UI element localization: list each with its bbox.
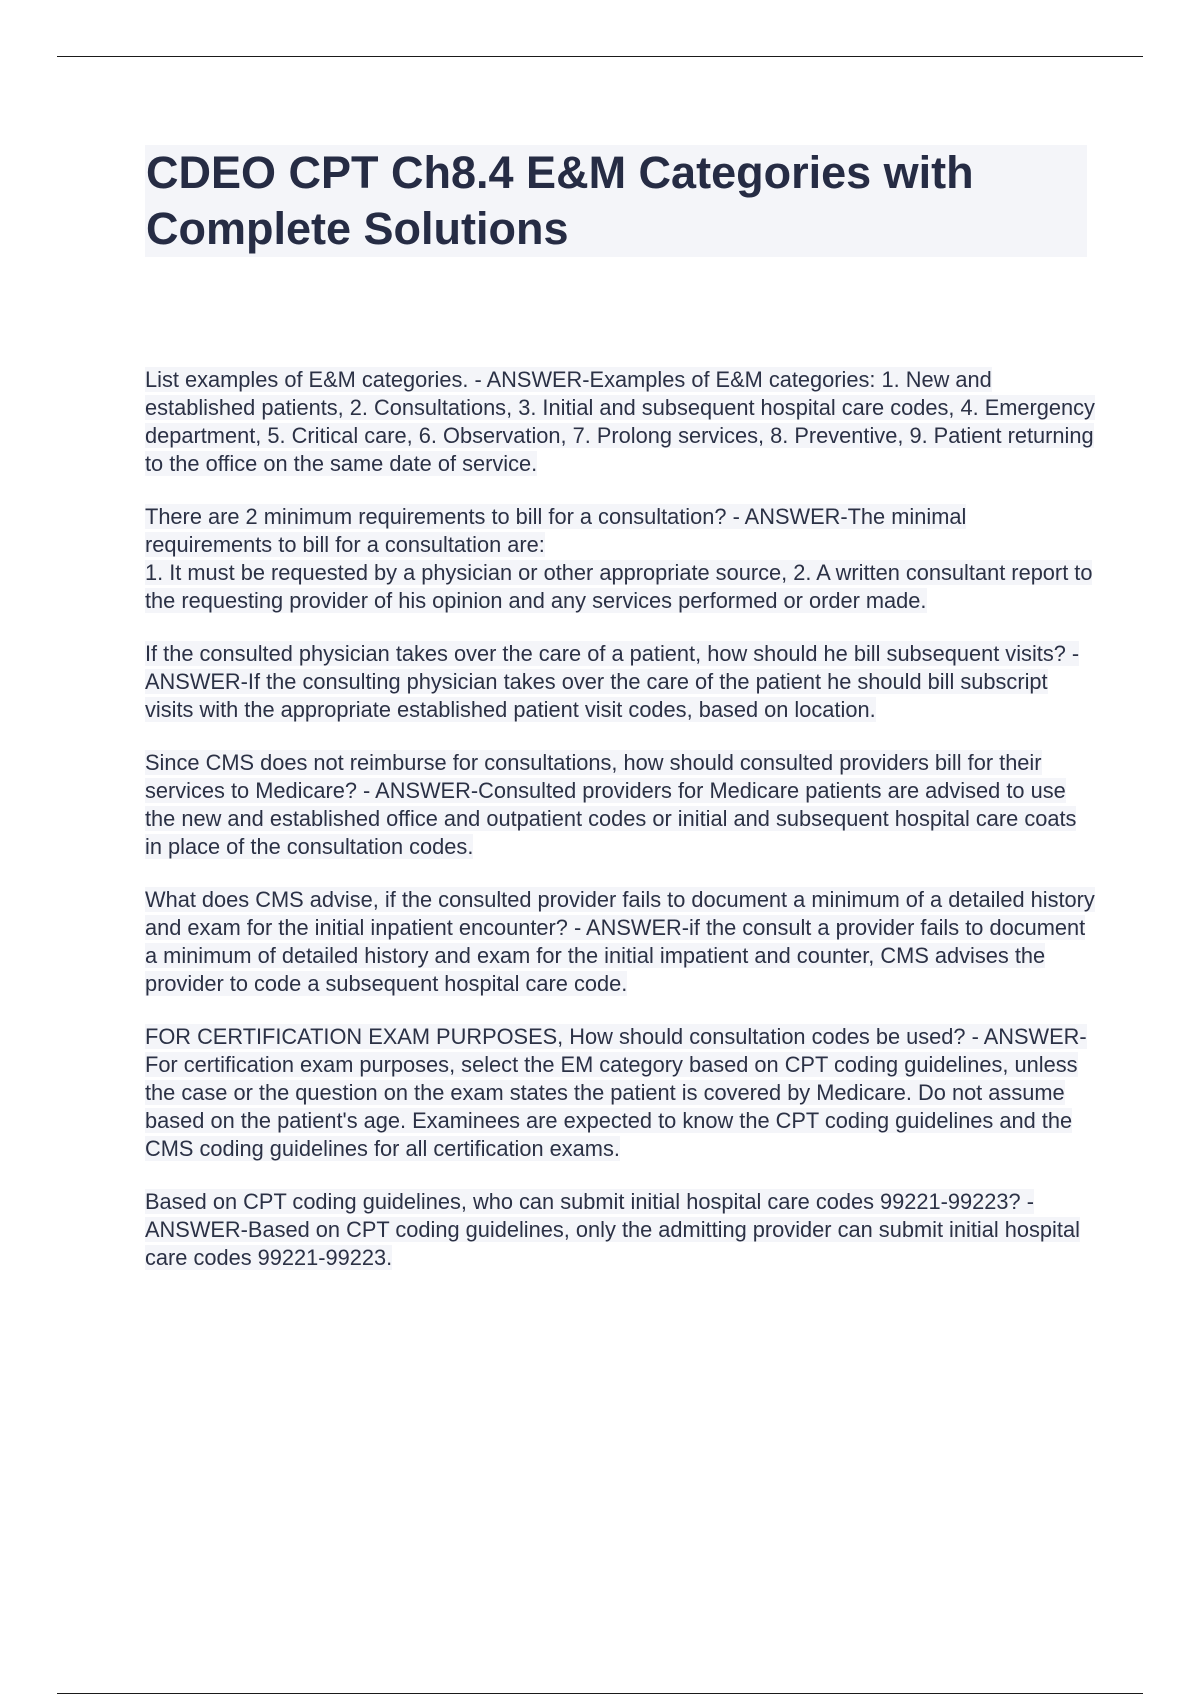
top-rule bbox=[57, 56, 1143, 57]
qa-entry bbox=[145, 886, 1095, 998]
qa-entry bbox=[145, 1023, 1095, 1163]
qa-list bbox=[145, 366, 1095, 1297]
qa-entry bbox=[145, 1188, 1095, 1272]
qa-entry-text: What does CMS advise, if the consulted provider fails to document a minimum of a detailed history and exam for the initial inpatient encounter? - ANSWER-if the consult a provider fails to document a minimum of detailed history and exam for the initial impatient and counter, CMS advises the provider to code a subsequent hospital care code. bbox=[145, 887, 1095, 996]
qa-entry bbox=[145, 640, 1095, 724]
qa-entry-text: Since CMS does not reimburse for consultations, how should consulted providers bill for their services to Medicare? - ANSWER-Consulted providers for Medicare patients are advised to use the new and established office and outpatient codes or initial and subsequent hospital care coats in place of the consultation codes. bbox=[145, 750, 1077, 859]
qa-entry-text: FOR CERTIFICATION EXAM PURPOSES, How should consultation codes be used? - ANSWER-For certification exam purposes, select the EM category based on CPT coding guidelines, unless the case or the question on the exam states the patient is covered by Medicare. Do not assume based on the patient's age. Examinees are expected to know the CPT coding guidelines and the CMS coding guidelines for all certification exams. bbox=[145, 1024, 1087, 1161]
title-block bbox=[145, 145, 1087, 257]
qa-entry-text: If the consulted physician takes over the care of a patient, how should he bill subsequent visits? - ANSWER-If the consulting physician takes over the care of the patient he should bill subscript visits with the appropriate established patient visit codes, based on location. bbox=[145, 641, 1080, 722]
qa-entry bbox=[145, 749, 1095, 861]
qa-entry-text: Based on CPT coding guidelines, who can submit initial hospital care codes 99221-99223? - ANSWER-Based on CPT coding guidelines, only the admitting provider can submit initial hospital care codes 99221-99223. bbox=[145, 1189, 1080, 1270]
qa-entry bbox=[145, 366, 1095, 478]
qa-entry-text: There are 2 minimum requirements to bill for a consultation? - ANSWER-The minimal requirements to bill for a consultation are: 1. It must be requested by a physician or other appropriate source, 2. A written consultant report to the requesting provider of his opinion and any services performed or order made. bbox=[145, 504, 1093, 613]
page-title: CDEO CPT Ch8.4 E&M Categories with Complete Solutions bbox=[146, 147, 974, 254]
qa-entry-text: List examples of E&M categories. - ANSWER-Examples of E&M categories: 1. New and established patients, 2. Consultations, 3. Initial and subsequent hospital care codes, 4. Emergency department, 5. Critical care, 6. Observation, 7. Prolong services, 8. Preventive, 9. Patient returning to the office on the same date of service. bbox=[145, 367, 1095, 476]
qa-entry bbox=[145, 503, 1095, 615]
bottom-rule bbox=[57, 1693, 1143, 1694]
